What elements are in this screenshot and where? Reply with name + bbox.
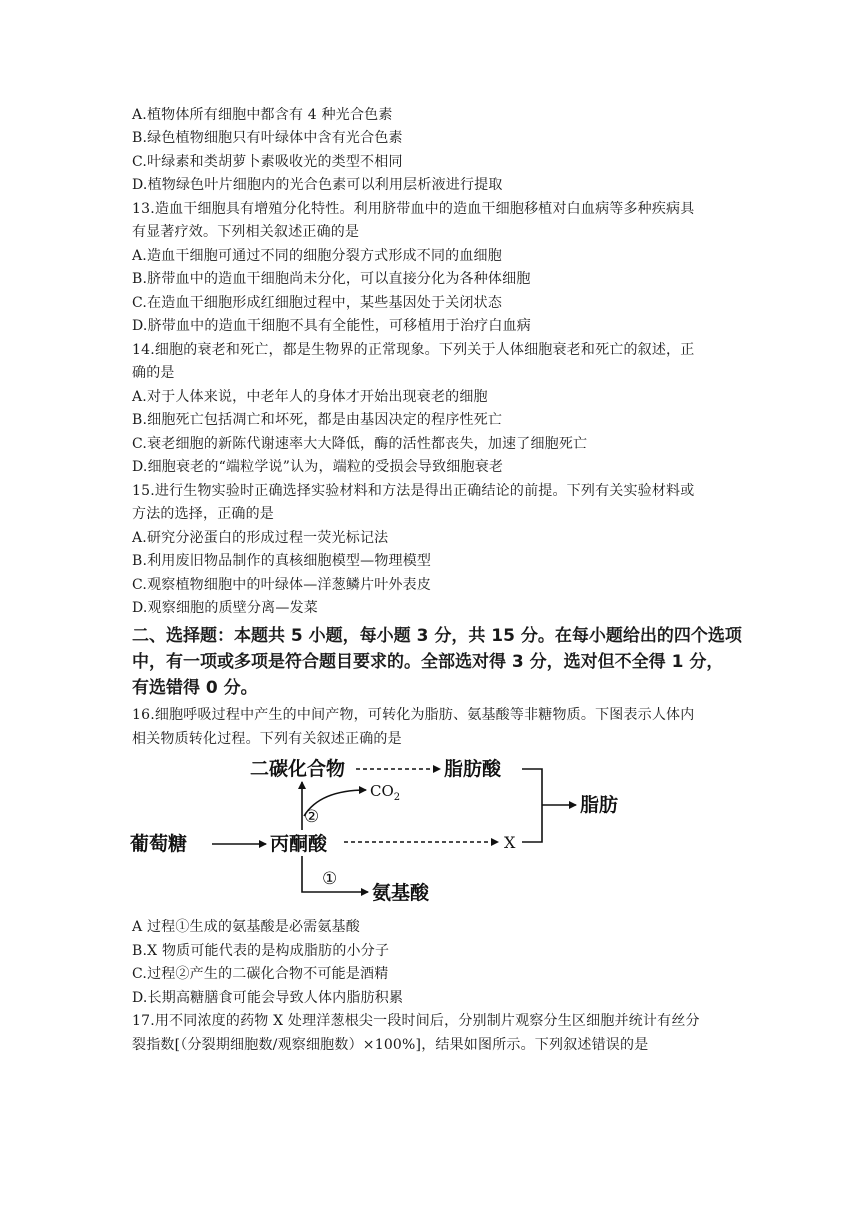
x-label: X <box>504 833 516 852</box>
q12-option-a: A.植物体所有细胞中都含有 4 种光合色素 <box>132 107 393 123</box>
q14-stem-line2: 确的是 <box>132 365 175 381</box>
q13-option-a: A.造血干细胞可通过不同的细胞分裂方式形成不同的血细胞 <box>132 248 502 264</box>
q15-option-c: C.观察植物细胞中的叶绿体—洋葱鳞片叶外表皮 <box>132 577 432 593</box>
q14-option-a: A.对于人体来说，中老年人的身体才开始出现衰老的细胞 <box>132 389 488 405</box>
q12-option-c: C.叶绿素和类胡萝卜素吸收光的类型不相同 <box>132 154 403 170</box>
q16-option-c: C.过程②产生的二碳化合物不可能是酒精 <box>132 966 389 982</box>
section2-heading-line1: 二、选择题：本题共 5 小题，每小题 3 分，共 15 分。在每小题给出的四个选项 <box>132 626 742 646</box>
q15-stem-line2: 方法的选择，正确的是 <box>132 506 274 522</box>
q12-option-d: D.植物绿色叶片细胞内的光合色素可以利用层析液进行提取 <box>132 177 503 193</box>
q16-stem-line1: 16.细胞呼吸过程中产生的中间产物，可转化为脂肪、氨基酸等非糖物质。下图表示人体内 <box>132 707 695 723</box>
q14-option-d: D.细胞衰老的“端粒学说”认为，端粒的受损会导致细胞衰老 <box>132 459 504 475</box>
q13-option-c: C.在造血干细胞形成红细胞过程中，某些基因处于关闭状态 <box>132 295 503 311</box>
q16-option-b: B.X 物质可能代表的是构成脂肪的小分子 <box>132 943 390 959</box>
co2-label: $CO_2$ <box>370 782 401 803</box>
q14-option-b: B.细胞死亡包括凋亡和坏死，都是由基因决定的程序性死亡 <box>132 412 503 428</box>
amino-acid-label: 氨基酸 <box>372 882 430 904</box>
q13-stem-line2: 有显著疗效。下列相关叙述正确的是 <box>132 224 360 240</box>
step1-label: ① <box>322 869 338 889</box>
q15-stem-line1: 15.进行生物实验时正确选择实验材料和方法是得出正确结论的前提。下列有关实验材料或 <box>132 483 695 499</box>
pyruvate-label: 丙酮酸 <box>270 833 328 855</box>
q12-option-b: B.绿色植物细胞只有叶绿体中含有光合色素 <box>132 130 403 146</box>
q13-stem-line1: 13.造血干细胞具有增殖分化特性。利用脐带血中的造血干细胞移植对白血病等多种疾病具 <box>132 201 695 217</box>
glucose-label: 葡萄糖 <box>130 833 188 855</box>
q16-option-a: A 过程①生成的氨基酸是必需氨基酸 <box>132 919 360 935</box>
fatty-acid-label: 脂肪酸 <box>444 758 502 780</box>
metabolism-diagram <box>130 750 650 910</box>
q14-stem-line1: 14.细胞的衰老和死亡，都是生物界的正常现象。下列关于人体细胞衰老和死亡的叙述，正 <box>132 342 695 358</box>
step2-label: ② <box>304 807 320 827</box>
q15-option-d: D.观察细胞的质壁分离—发菜 <box>132 600 318 616</box>
section2-heading-line2: 中，有一项或多项是符合题目要求的。全部选对得 3 分，选对但不全得 1 分， <box>132 652 724 672</box>
q15-option-a: A.研究分泌蛋白的形成过程一荧光标记法 <box>132 530 389 546</box>
q14-option-c: C.衰老细胞的新陈代谢速率大大降低，酶的活性都丧失，加速了细胞死亡 <box>132 436 588 452</box>
q17-stem-line1: 17.用不同浓度的药物 X 处理洋葱根尖一段时间后，分别制片观察分生区细胞并统计有丝分 <box>132 1013 700 1029</box>
fat-label: 脂肪 <box>580 794 619 816</box>
two-carbon-compound-label: 二碳化合物 <box>250 758 346 780</box>
q13-option-b: B.脐带血中的造血干细胞尚未分化，可以直接分化为各种体细胞 <box>132 271 531 287</box>
q13-option-d: D.脐带血中的造血干细胞不具有全能性，可移植用于治疗白血病 <box>132 318 531 334</box>
section2-heading-line3: 有选错得 0 分。 <box>132 678 258 698</box>
q17-stem-line2: 裂指数[（分裂期细胞数/观察细胞数）×100%]，结果如图所示。下列叙述错误的是 <box>132 1037 649 1053</box>
fat-merge-bracket <box>522 769 542 842</box>
q16-option-d: D.长期高糖膳食可能会导致人体内脂肪积累 <box>132 990 404 1006</box>
q16-stem-line2: 相关物质转化过程。下列有关叙述正确的是 <box>132 731 402 747</box>
q15-option-b: B.利用废旧物品制作的真核细胞模型—物理模型 <box>132 553 432 569</box>
